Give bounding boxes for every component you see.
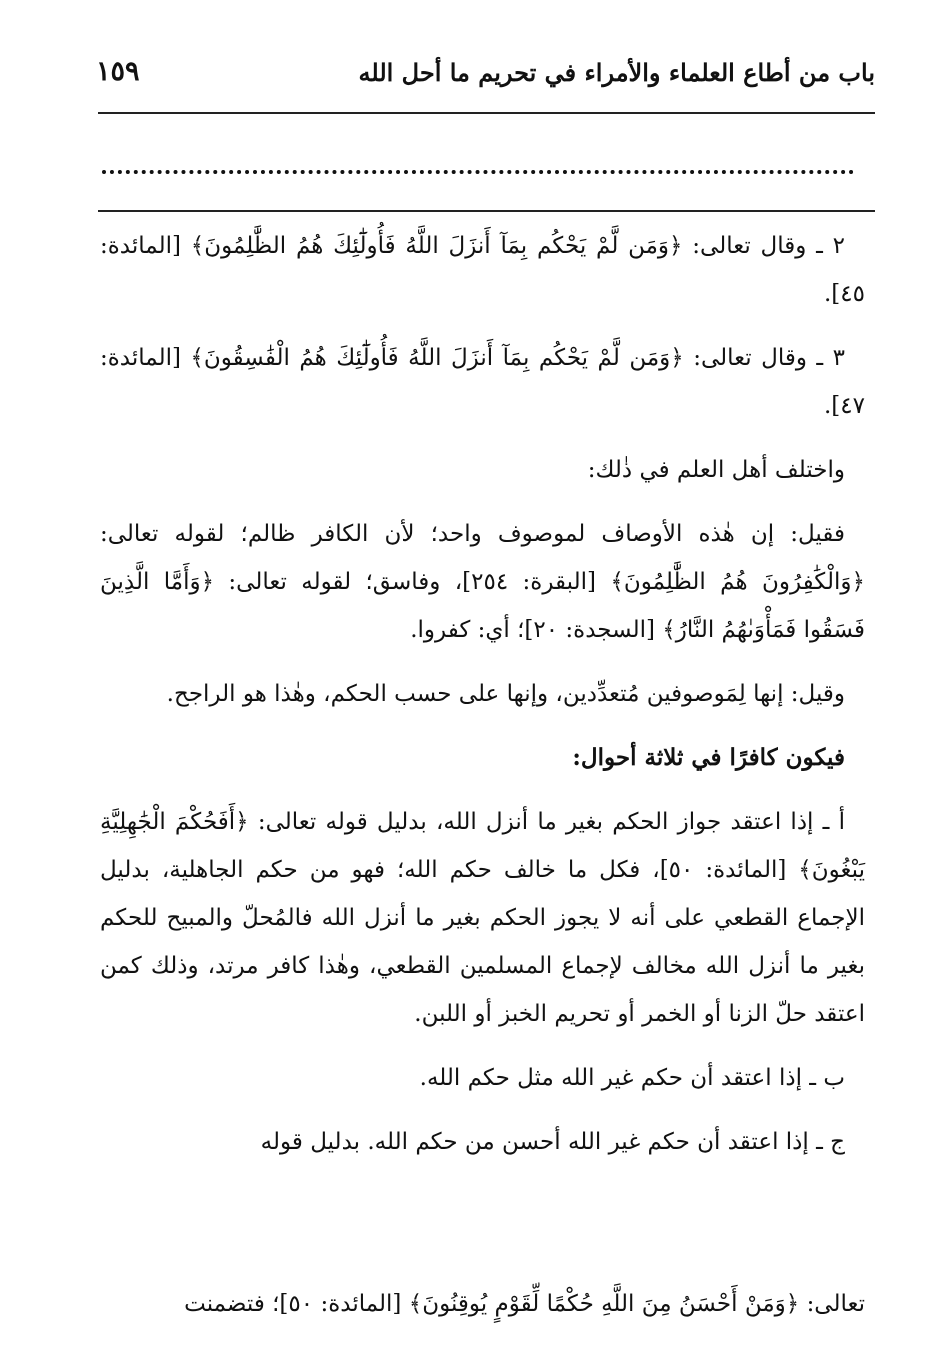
paragraph-first-view: فقيل: إن هٰذه الأوصاف لموصوف واحد؛ لأن الكافر ظالم؛ لقوله تعالى: ﴿وَالْكَٰفِرُونَ هُمُ الظَّٰلِمُونَ﴾ [البقرة: ٢٥٤]، وفاسق؛ لقوله تعالى: ﴿وَأَمَّا الَّذِينَ فَسَقُوا فَمَأْوَىٰهُمُ النَّارُ﴾ [السجدة: ٢٠]؛ أي: كفروا.	[100, 521, 865, 643]
case-a: أ ـ إذا اعتقد جواز الحكم بغير ما أنزل الله، بدليل قوله تعالى: ﴿أَفَحُكْمَ الْجَٰهِلِيَّةِ يَبْغُونَ﴾ [المائدة: ٥٠]، فكل ما خالف حكم الله؛ فهو من حكم الجاهلية، بدليل الإجماع القطعي على أنه لا يجوز الحكم بغير ما أنزل الله فالمُحلّ والمبيح للحكم بغير ما أنزل الله مخالف لإجماع المسلمين القطعي، وهٰذا كافر مرتد، وذلك كمن اعتقد حلّ الزنا أو الخمر أو تحريم الخبز أو اللبن.	[100, 809, 865, 1027]
chapter-title: باب من أطاع العلماء والأمراء في تحريم ما أحل الله	[358, 58, 875, 87]
paragraph-second-view: وقيل: إنها لِمَوصوفين مُتعدِّدين، وإنها على حسب الحكم، وهٰذا هو الراجح.	[166, 681, 845, 707]
page-body	[100, 222, 865, 1182]
header-rule	[98, 112, 875, 114]
section-rule	[98, 210, 875, 212]
page-header	[96, 52, 875, 100]
subheading-three-cases: فيكون كافرًا في ثلاثة أحوال:	[572, 744, 845, 771]
case-b: ب ـ إذا اعتقد أن حكم غير الله مثل حكم الله.	[419, 1065, 845, 1091]
page-number: ١٥٩	[96, 56, 140, 87]
paragraph-verse-45: ٢ ـ وقال تعالى: ﴿وَمَن لَّمْ يَحْكُم بِمَآ أَنزَلَ اللَّهُ فَأُولَٰٓئِكَ هُمُ الظَّٰلِمُونَ﴾ [المائدة: ٤٥].	[100, 233, 865, 307]
paragraph-verse-47: ٣ ـ وقال تعالى: ﴿وَمَن لَّمْ يَحْكُم بِمَآ أَنزَلَ اللَّهُ فَأُولَٰٓئِكَ هُمُ الْفَٰسِقُونَ﴾ [المائدة: ٤٧].	[100, 345, 865, 419]
case-c: ج ـ إذا اعتقد أن حكم غير الله أحسن من حكم الله. بدليل قوله	[260, 1129, 845, 1155]
case-c-continuation: تعالى: ﴿وَمَنْ أَحْسَنُ مِنَ اللَّهِ حُكْمًا لِّقَوْمٍ يُوقِنُونَ﴾ [المائدة: ٥٠]؛ فتضمنت	[184, 1291, 865, 1317]
dotted-separator	[102, 150, 854, 174]
paragraph-disagreement: واختلف أهل العلم في ذٰلك:	[587, 457, 845, 483]
